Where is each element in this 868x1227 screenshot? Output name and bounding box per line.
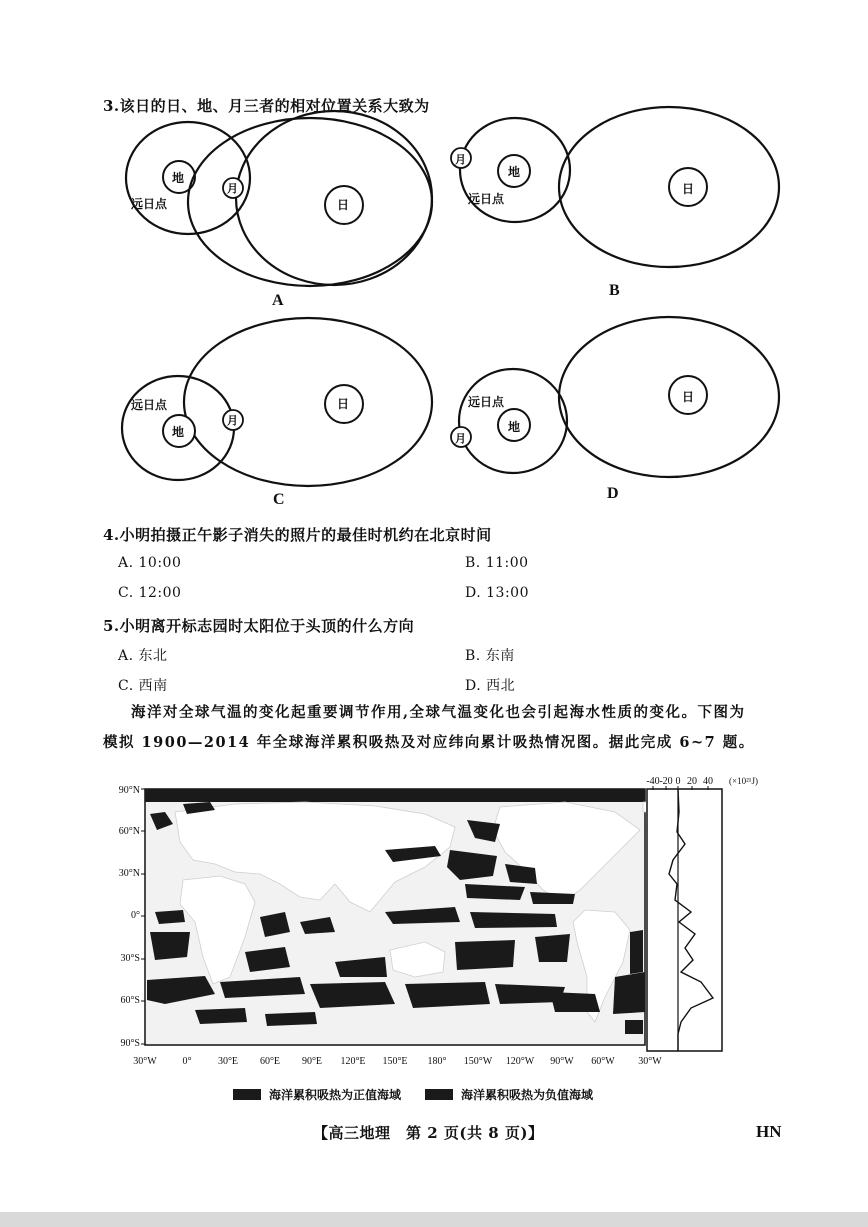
profile-tick: 0 — [675, 776, 681, 787]
ocean-patch — [265, 1012, 317, 1026]
legend-negative-label: 海洋累积吸热为负值海域 — [461, 1088, 594, 1102]
moon-label: 月 — [227, 182, 238, 195]
legend-positive-label: 海洋累积吸热为正值海域 — [269, 1088, 402, 1102]
profile-unit: (×10²¹J) — [729, 776, 758, 786]
earth-label: 地 — [508, 165, 521, 179]
ocean-patch — [155, 910, 185, 924]
diagram-label-b: B — [609, 282, 620, 299]
ocean-patch — [535, 934, 570, 962]
ocean-patch — [625, 1020, 643, 1034]
sun-label: 日 — [337, 198, 350, 212]
moon-label: 月 — [227, 414, 238, 427]
ocean-patch — [550, 992, 600, 1012]
aphelion-label: 远日点 — [131, 398, 168, 412]
question-3-stem: 3.该日的日、地、月三者的相对位置关系大致为 — [103, 97, 430, 115]
ocean-patch — [150, 932, 190, 960]
profile-tick: 40 — [703, 776, 713, 787]
passage-line-1: 海洋对全球气温的变化起重要调节作用,全球气温变化也会引起海水性质的变化。下图为 — [131, 704, 746, 721]
option-c: C. 西南 — [118, 678, 168, 694]
ocean-patch — [470, 912, 557, 928]
aphelion-label: 远日点 — [468, 192, 505, 206]
lat-label: 60°N — [118, 826, 140, 837]
lon-label: 60°W — [591, 1056, 615, 1067]
diagram-label-c: C — [273, 491, 285, 508]
lon-label: 90°W — [550, 1056, 574, 1067]
lon-label: 120°E — [340, 1056, 366, 1067]
passage — [103, 698, 783, 758]
aphelion-label: 远日点 — [468, 395, 505, 409]
sun-label: 日 — [682, 182, 695, 196]
ocean-patch — [455, 940, 515, 970]
lon-label: 180° — [427, 1056, 447, 1067]
earth-label: 地 — [172, 171, 185, 185]
ocean-patch — [530, 892, 575, 904]
aphelion-label: 远日点 — [131, 197, 168, 211]
ocean-patch — [613, 972, 645, 1014]
moon-label: 月 — [455, 432, 466, 445]
profile-tick: -40 — [646, 776, 660, 787]
sun-label: 日 — [337, 397, 350, 411]
option-b: B. 11:00 — [465, 555, 529, 571]
lat-label: 90°N — [118, 785, 140, 796]
earth-label: 地 — [508, 420, 521, 434]
lon-label: 60°E — [259, 1056, 281, 1067]
lat-label: 90°S — [120, 1038, 140, 1049]
legend-swatch — [425, 1089, 453, 1100]
ocean-patch — [195, 1008, 247, 1024]
profile-tick: 20 — [687, 776, 697, 787]
sun-label: 日 — [682, 390, 695, 404]
lat-label: 30°N — [118, 868, 140, 879]
ocean-patch — [405, 982, 490, 1008]
lon-label: 90°E — [301, 1056, 323, 1067]
earth-label: 地 — [172, 425, 185, 439]
lon-label: 30°W — [133, 1056, 157, 1067]
lon-label: 120°W — [505, 1056, 535, 1067]
option-d: D. 13:00 — [465, 585, 529, 601]
lat-label: 0° — [131, 910, 140, 921]
ocean-heat-map — [95, 772, 758, 1086]
option-b: B. 东南 — [465, 648, 515, 664]
question-4-stem: 4.小明拍摄正午影子消失的照片的最佳时机约在北京时间 — [103, 526, 492, 544]
option-a: A. 10:00 — [118, 555, 182, 571]
profile-tick: -20 — [659, 776, 673, 787]
legend-negative — [425, 1086, 593, 1103]
map-frame — [145, 789, 655, 1045]
option-a: A. 东北 — [118, 648, 168, 664]
legend-swatch — [233, 1089, 261, 1100]
option-d: D. 西北 — [465, 678, 516, 694]
diagram-label-d: D — [607, 485, 619, 502]
ocean-patch — [310, 982, 395, 1008]
legend-positive — [233, 1086, 401, 1103]
passage-line-2: 模拟 1900—2014 年全球海洋累积吸热及对应纬向累计吸热情况图。据此完成 6~7 题。 — [103, 734, 755, 751]
lon-label: 30°E — [217, 1056, 239, 1067]
lon-label: 150°W — [463, 1056, 493, 1067]
lon-label: 150°E — [382, 1056, 408, 1067]
zonal-profile-panel — [646, 776, 758, 1051]
diagram-label-a: A — [272, 292, 284, 309]
lon-label: 0° — [182, 1056, 192, 1067]
region-code: HN — [756, 1122, 782, 1141]
option-c: C. 12:00 — [118, 585, 182, 601]
moon-label: 月 — [455, 153, 466, 166]
lat-label: 60°S — [120, 995, 140, 1006]
page-footer: 【高三地理 第 2 页(共 8 页)】 — [313, 1124, 544, 1142]
lat-label: 30°S — [120, 953, 140, 964]
lon-label: 30°W — [638, 1056, 662, 1067]
ocean-patch — [630, 930, 643, 974]
question-5-stem: 5.小明离开标志园时太阳位于头顶的什么方向 — [103, 617, 415, 635]
scan-edge — [0, 1212, 868, 1227]
